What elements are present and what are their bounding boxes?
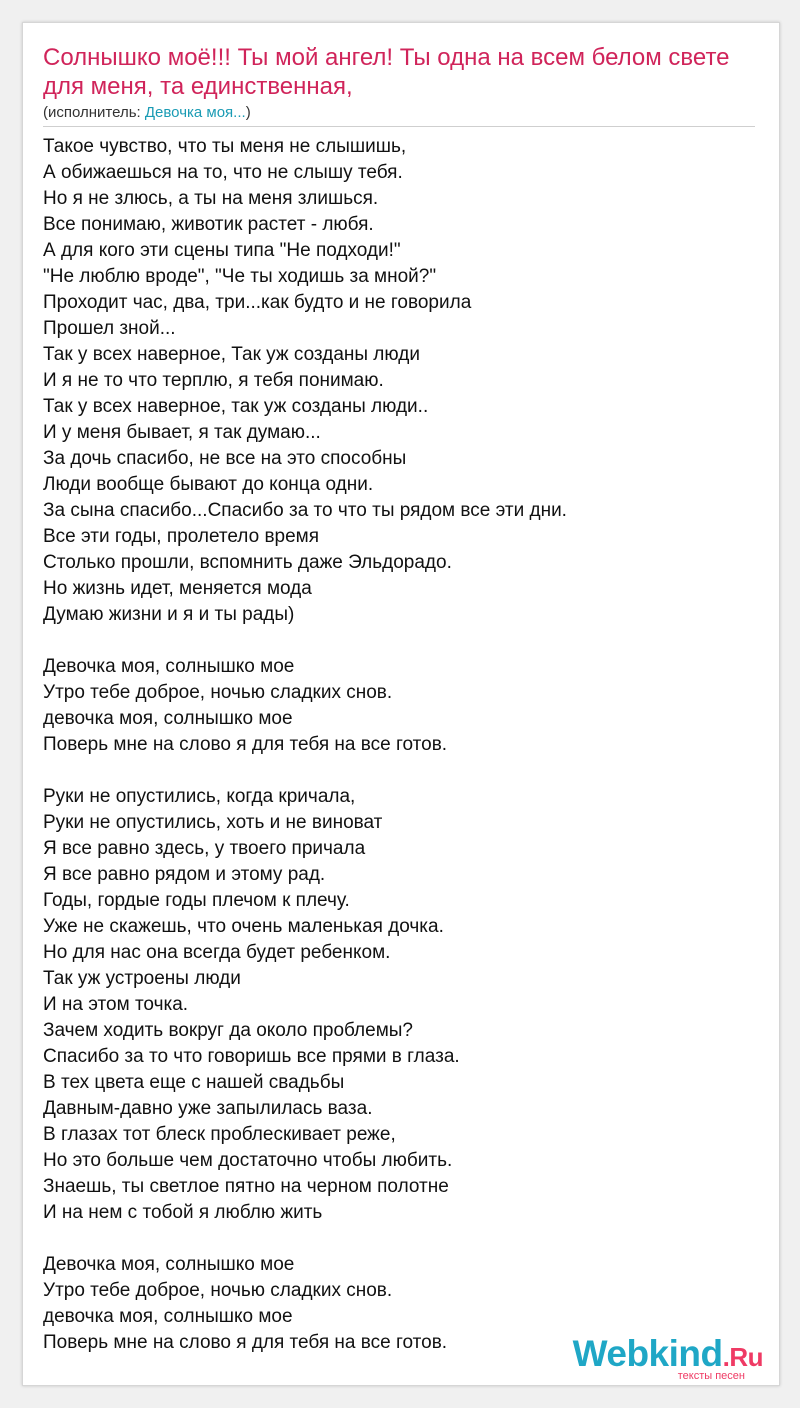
site-logo[interactable] <box>571 1333 771 1383</box>
lyric-line <box>43 628 759 654</box>
lyric-line: Так у всех наверное, так уж созданы люди.. <box>43 396 429 417</box>
lyric-line: Давным-давно уже запылилась ваза. <box>43 1098 373 1119</box>
lyric-line: Но это больше чем достаточно чтобы любить. <box>43 1150 453 1171</box>
lyric-line: И у меня бывает, я так думаю... <box>43 422 321 443</box>
lyric-line: А для кого эти сцены типа "Не подходи!" <box>43 240 401 261</box>
lyric-line <box>43 758 759 784</box>
lyric-line: Но для нас она всегда будет ребенком. <box>43 942 391 963</box>
lyric-line: А обижаешься на то, что не слышу тебя. <box>43 162 403 183</box>
lyric-line: В глазах тот блеск проблескивает реже, <box>43 1124 396 1145</box>
lyric-line: Все эти годы, пролетело время <box>43 526 320 547</box>
artist-link[interactable]: Девочка моя... <box>144 104 246 121</box>
lyric-line: За дочь спасибо, не все на это способны <box>43 448 407 469</box>
lyric-line: Такое чувство, что ты меня не слышишь, <box>43 136 407 157</box>
lyric-line: Зачем ходить вокруг да около проблемы? <box>43 1020 413 1041</box>
lyric-line: Столько прошли, вспомнить даже Эльдорадо. <box>43 552 452 573</box>
lyric-line: Девочка моя, солнышко мое <box>43 1254 295 1275</box>
lyric-line: И на нем с тобой я люблю жить <box>43 1202 323 1223</box>
lyrics-text <box>43 134 759 1356</box>
lyric-line: И я не то что терплю, я тебя понимаю. <box>43 370 384 391</box>
lyric-line: За сына спасибо...Спасибо за то что ты рядом все эти дни. <box>43 500 567 521</box>
lyric-line: "Не люблю вроде", "Че ты ходишь за мной?" <box>43 266 437 287</box>
lyric-line: Проходит час, два, три...как будто и не говорила <box>43 292 472 313</box>
lyric-line: девочка моя, солнышко мое <box>43 1306 293 1327</box>
lyric-line: Утро тебе доброе, ночью сладких снов. <box>43 1280 393 1301</box>
lyric-line: Думаю жизни и я и ты рады) <box>43 604 295 625</box>
lyric-line: Спасибо за то что говоришь все прями в глаза. <box>43 1046 460 1067</box>
lyric-line: И на этом точка. <box>43 994 189 1015</box>
logo-domain: .Ru <box>722 1342 763 1372</box>
lyric-line: Поверь мне на слово я для тебя на все готов. <box>43 1332 448 1353</box>
lyric-line <box>43 1226 759 1252</box>
artist-suffix: ) <box>245 104 251 121</box>
logo-tagline: тексты песен <box>677 1370 745 1382</box>
lyric-line: Я все равно здесь, у твоего причала <box>43 838 366 859</box>
lyric-line: Прошел зной... <box>43 318 176 339</box>
lyric-line: Но жизнь идет, меняется мода <box>43 578 312 599</box>
lyric-line: Девочка моя, солнышко мое <box>43 656 295 677</box>
lyric-line: Все понимаю, животик растет - любя. <box>43 214 374 235</box>
lyric-line: Поверь мне на слово я для тебя на все готов. <box>43 734 448 755</box>
lyric-line: Знаешь, ты светлое пятно на черном полотне <box>43 1176 449 1197</box>
lyric-line: Уже не скажешь, что очень маленькая дочка. <box>43 916 444 937</box>
lyric-line: В тех цвета еще с нашей свадьбы <box>43 1072 345 1093</box>
lyric-line: Руки не опустились, когда кричала, <box>43 786 356 807</box>
title-divider <box>43 126 755 127</box>
lyric-line: Так у всех наверное, Так уж созданы люди <box>43 344 420 365</box>
lyric-line: Годы, гордые годы плечом к плечу. <box>43 890 350 911</box>
lyric-line: Но я не злюсь, а ты на меня злишься. <box>43 188 379 209</box>
artist-prefix: (исполнитель: <box>43 104 145 121</box>
lyrics-card <box>22 22 780 1386</box>
logo-name: Webkind <box>572 1333 723 1374</box>
lyric-line: Утро тебе доброе, ночью сладких снов. <box>43 682 393 703</box>
lyric-line: Люди вообще бывают до конца одни. <box>43 474 374 495</box>
lyric-line: Я все равно рядом и этому рад. <box>43 864 326 885</box>
lyric-line: Руки не опустились, хоть и не виноват <box>43 812 383 833</box>
artist-line <box>43 104 251 122</box>
lyric-line: девочка моя, солнышко мое <box>43 708 293 729</box>
lyric-line: Так уж устроены люди <box>43 968 241 989</box>
song-title: Солнышко моё!!! Ты мой ангел! Ты одна на всем белом свете для меня, та единственная, <box>43 44 730 100</box>
